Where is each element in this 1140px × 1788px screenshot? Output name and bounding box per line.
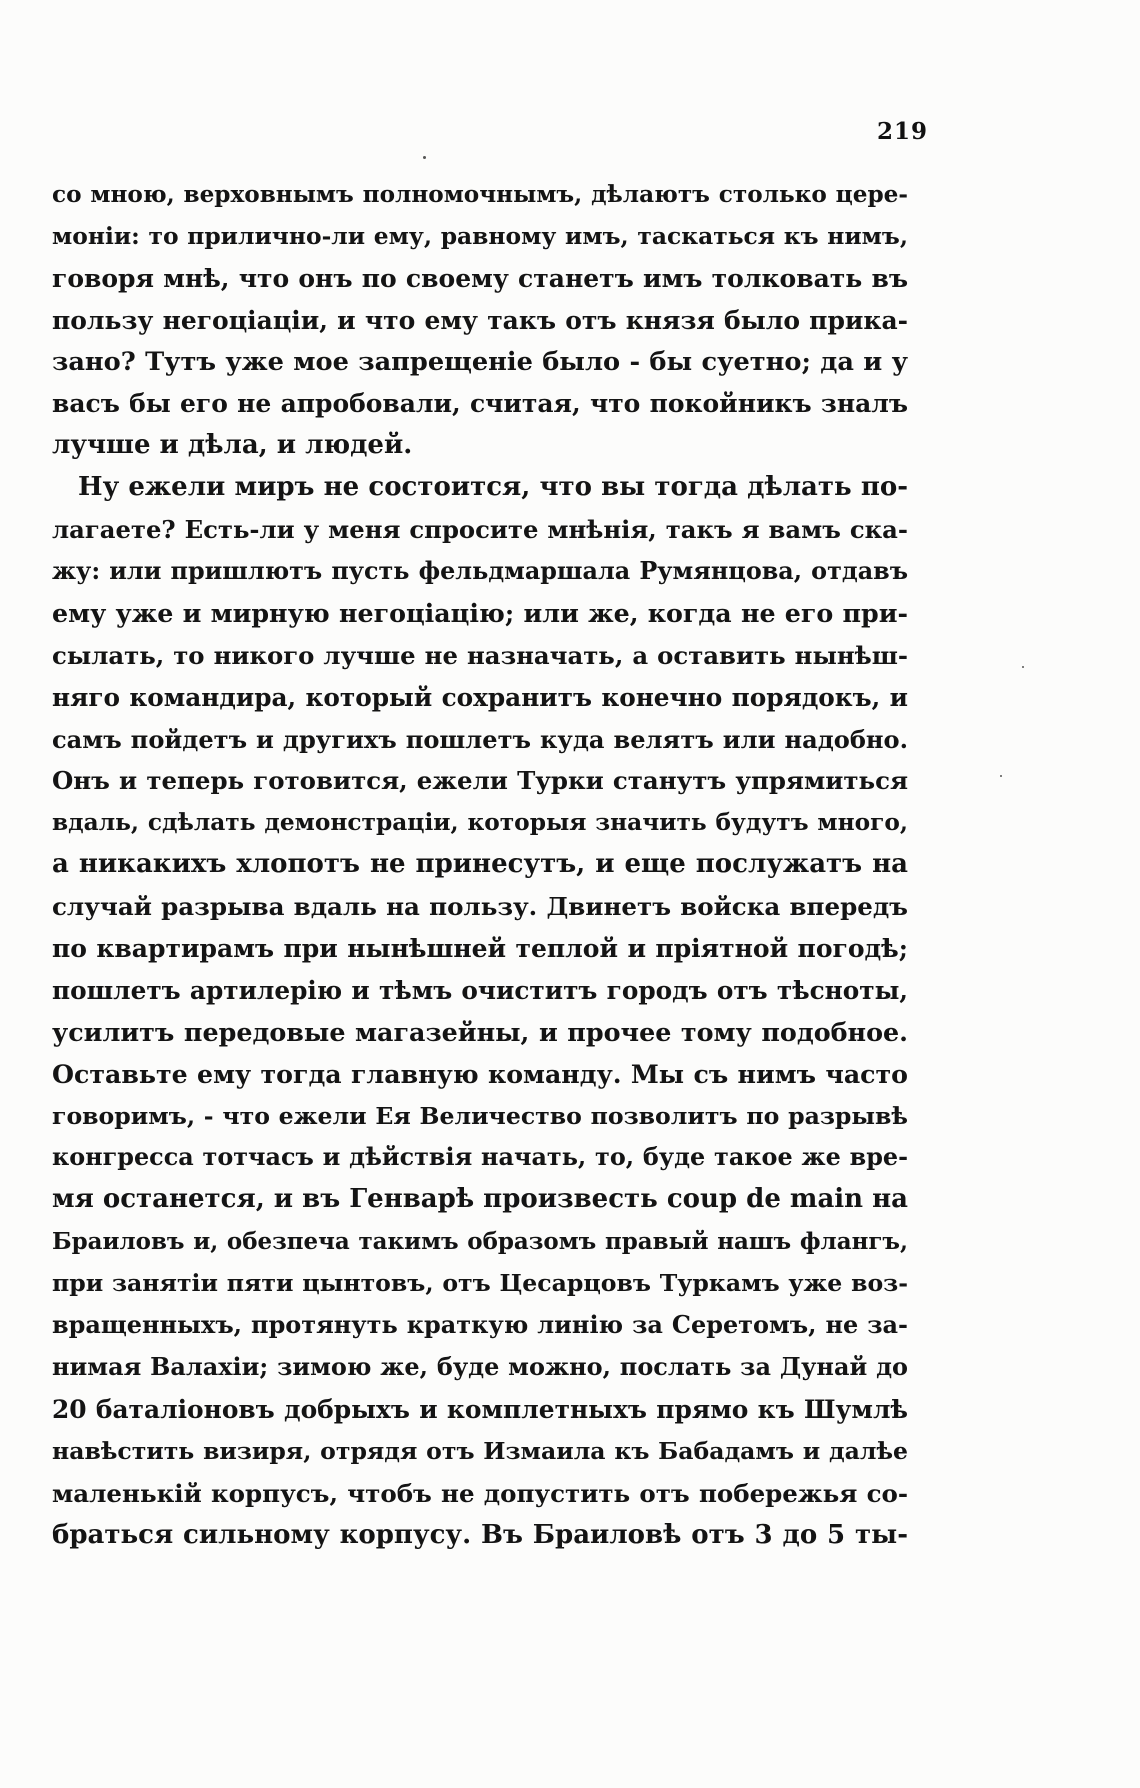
text-line: моніи: то прилично-ли ему, равному имъ, таскаться къ нимъ, — [52, 221, 908, 250]
text-line: мя останется, и въ Генварѣ произвесть coup de main на — [52, 1184, 908, 1215]
page-number: 219 — [876, 118, 928, 145]
text-line: навѣстить визиря, отрядя отъ Измаила къ Бабадамъ и далѣе — [52, 1436, 908, 1465]
text-line: лагаете? Есть-ли у меня спросите мнѣнія, такъ я вамъ ска- — [52, 515, 908, 545]
text-line: нимая Валахіи; зимою же, буде можно, послать за Дунай до — [52, 1352, 908, 1381]
text-line: васъ бы его не апробовали, считая, что покойникъ зналъ — [52, 389, 908, 419]
text-line: 20 баталіоновъ добрыхъ и комплетныхъ прямо къ Шумлѣ — [52, 1394, 908, 1424]
text-line: пошлетъ артилерію и тѣмъ очиститъ городъ отъ тѣсноты, — [52, 975, 908, 1005]
text-line: усилитъ передовые магазейны, и прочее тому подобное. — [52, 1016, 908, 1047]
text-line: конгресса тотчасъ и дѣйствія начать, то, буде такое же вре- — [52, 1143, 908, 1172]
text-line: жу: или пришлютъ пусть фельдмаршала Румянцова, отдавъ — [52, 557, 908, 586]
text-line: зано? Тутъ уже мое запрещеніе было - бы суетно; да и у — [52, 346, 908, 377]
text-line: случай разрыва вдаль на пользу. Двинетъ войска впередъ — [52, 892, 908, 922]
paragraph-start-line: Ну ежели миръ не состоится, что вы тогда дѣлать по- — [78, 472, 908, 503]
text-line: няго командира, который сохранитъ конечно порядокъ, и — [52, 682, 908, 712]
text-line: со мною, верховнымъ полномочнымъ, дѣлаютъ столько цере- — [52, 181, 908, 208]
text-line: браться сильному корпусу. Въ Браиловѣ отъ 3 до 5 ты- — [52, 1519, 908, 1550]
ink-speck — [423, 156, 426, 159]
text-line: сылать, то никого лучше не назначать, а оставить нынѣш- — [52, 640, 908, 670]
ink-speck — [1000, 775, 1002, 777]
ink-speck — [1022, 666, 1024, 668]
text-line: вдаль, сдѣлать демонстраціи, которыя значить будутъ много, — [52, 809, 908, 837]
text-line: говоря мнѣ, что онъ по своему станетъ имъ толковать въ — [52, 263, 908, 293]
text-line: вращенныхъ, протянуть краткую линію за Серетомъ, не за- — [52, 1311, 908, 1340]
text-line: по квартирамъ при нынѣшней теплой и пріятной погодѣ; — [52, 934, 908, 964]
text-line: Оставьте ему тогда главную команду. Мы съ нимъ часто — [52, 1058, 908, 1089]
text-line: пользу негоціаціи, и что ему такъ отъ князя было прика- — [52, 305, 908, 335]
text-line: маленькій корпусъ, чтобъ не допустить отъ побережья со- — [52, 1478, 908, 1508]
text-line: говоримъ, - что ежели Ея Величество позволитъ по разрывѣ — [52, 1101, 908, 1130]
text-line: при занятіи пяти цынтовъ, отъ Цесарцовъ Туркамъ уже воз- — [52, 1269, 908, 1298]
paragraph-end-line: лучше и дѣла, и людей. — [52, 430, 413, 461]
text-line: самъ пойдетъ и другихъ пошлетъ куда велятъ или надобно. — [52, 724, 908, 754]
text-line: Онъ и теперь готовится, ежели Турки станутъ упрямиться — [52, 766, 908, 796]
body-text — [52, 174, 908, 1556]
text-line: ему уже и мирную негоціацію; или же, когда не его при- — [52, 597, 908, 628]
text-line: Браиловъ и, обезпеча такимъ образомъ правый нашъ флангъ, — [52, 1228, 908, 1256]
text-line: а никакихъ хлопотъ не принесутъ, и еще послужатъ на — [52, 849, 908, 880]
